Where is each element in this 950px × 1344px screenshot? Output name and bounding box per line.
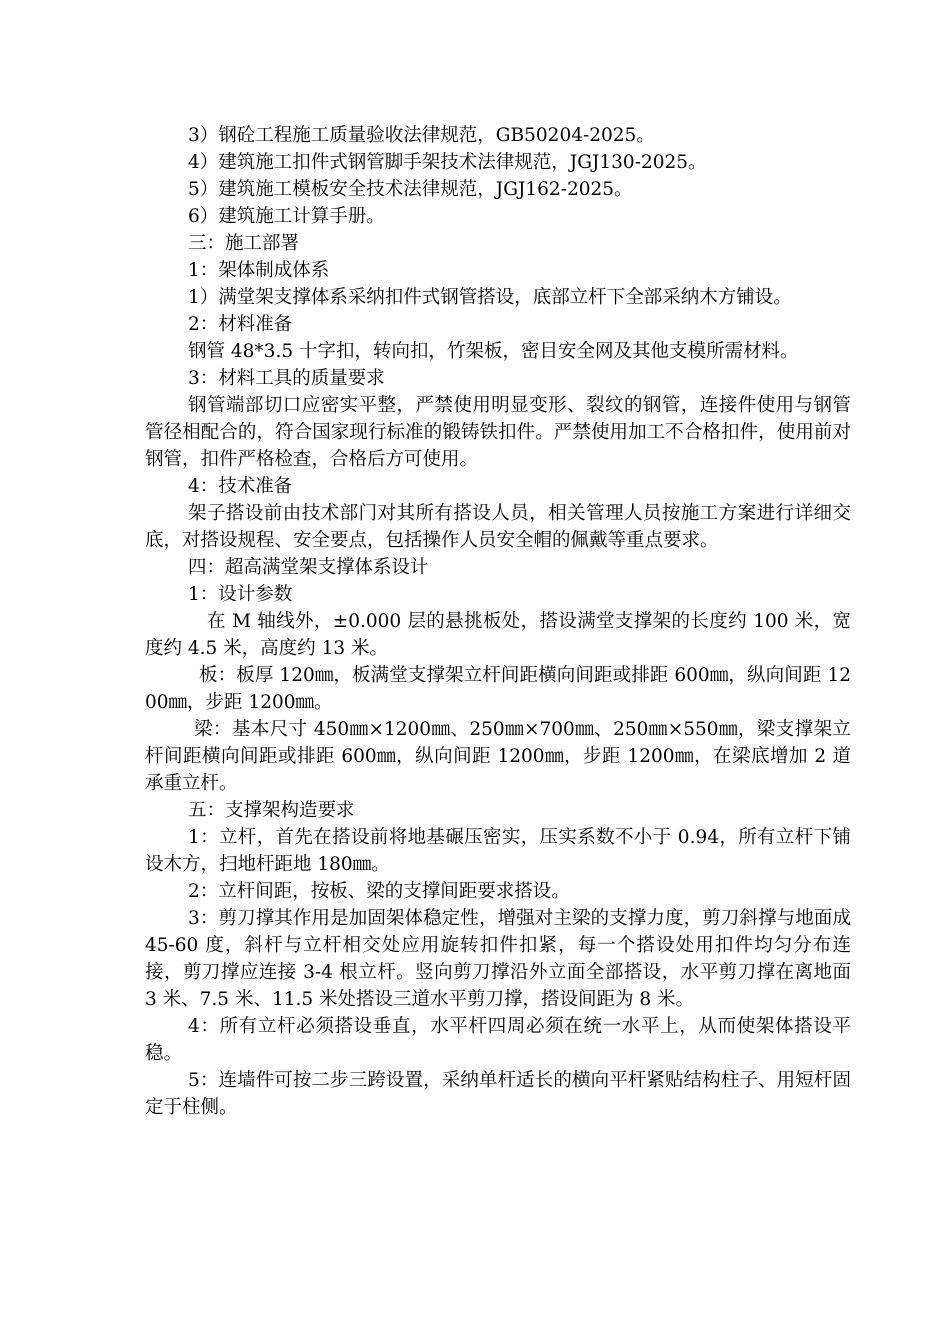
subheading-design-params: 1：设计参数 [188,584,293,605]
reference-item-5: 5）建筑施工模板安全技术法律规范，JGJ162-2025。 [188,179,633,200]
paragraph-material-quality: 钢管端部切口应密实平整，严禁使用明显变形、裂纹的钢管，连接件使用与钢管管径相配合的，符合国家现行标准的锻铸铁扣件。严禁使用加工不合格扣件，使用前对钢管，扣件严格检查，合格后方可使用。 [145,395,851,470]
reference-item-3: 3）钢砼工程施工质量验收法律规范，GB50204-2025。 [188,125,655,146]
paragraph-frame-system: 1）满堂架支撑体系采纳扣件式钢管搭设，底部立杆下全部采纳木方铺设。 [188,287,792,308]
requirement-item-1: 1：立杆，首先在搭设前将地基碾压密实，压实系数不小于 0.94，所有立杆下铺设木方，扫地杆距地 180㎜。 [145,827,851,875]
paragraph-design-location: 在 M 轴线外，±0.000 层的悬挑板处，搭设满堂支撑架的长度约 100 米，宽度约 4.5 米，高度约 13 米。 [145,611,851,659]
subheading-tech-prep: 4：技术准备 [188,476,293,497]
requirement-item-3: 3：剪刀撑其作用是加固架体稳定性，增强对主梁的支撑力度，剪刀斜撑与地面成 45-60 度，斜杆与立杆相交处应用旋转扣件扣紧，每一个搭设处用扣件均匀分布连接，剪刀撑应连接 3-4 根立杆。竖向剪刀撑沿外立面全部搭设，水平剪刀撑在离地面 3 米、7.5 米、11.5 米处搭设三道水平剪刀撑，搭设间距为 8 米。 [145,908,851,1010]
subheading-material-prep: 2：材料准备 [188,314,293,335]
subheading-material-quality: 3：材料工具的质量要求 [188,368,385,389]
section-heading-3: 三：施工部署 [188,233,300,254]
requirement-item-5: 5：连墙件可按二步三跨设置，采纳单杆适长的横向平杆紧贴结构柱子、用短杆固定于柱侧。 [145,1070,851,1118]
paragraph-tech-prep: 架子搭设前由技术部门对其所有搭设人员，相关管理人员按施工方案进行详细交底，对搭设规程、安全要点，包括操作人员安全帽的佩戴等重点要求。 [145,503,851,551]
paragraph-beam-params: 梁：基本尺寸 450㎜×1200㎜、250㎜×700㎜、250㎜×550㎜，梁支撑架立杆间距横向间距或排距 600㎜，纵向间距 1200㎜，步距 1200㎜，在梁底增加 2 道承重立杆。 [145,719,851,794]
reference-item-4: 4）建筑施工扣件式钢管脚手架技术法律规范，JGJ130-2025。 [188,152,707,173]
document-body [145,122,851,1121]
section-heading-4: 四：超高满堂架支撑体系设计 [188,557,429,578]
section-heading-5: 五：支撑架构造要求 [188,800,355,821]
paragraph-slab-params: 板：板厚 120㎜，板满堂支撑架立杆间距横向间距或排距 600㎜，纵向间距 1200㎜，步距 1200㎜。 [145,665,851,713]
paragraph-material-prep: 钢管 48*3.5 十字扣，转向扣，竹架板，密目安全网及其他支模所需材料。 [188,341,799,362]
requirement-item-2: 2：立杆间距，按板、梁的支撑间距要求搭设。 [188,881,570,902]
requirement-item-4: 4：所有立杆必须搭设垂直，水平杆四周必须在统一水平上，从而使架体搭设平稳。 [145,1016,851,1064]
subheading-frame-system: 1：架体制成体系 [188,260,330,281]
reference-item-6: 6）建筑施工计算手册。 [188,206,385,227]
